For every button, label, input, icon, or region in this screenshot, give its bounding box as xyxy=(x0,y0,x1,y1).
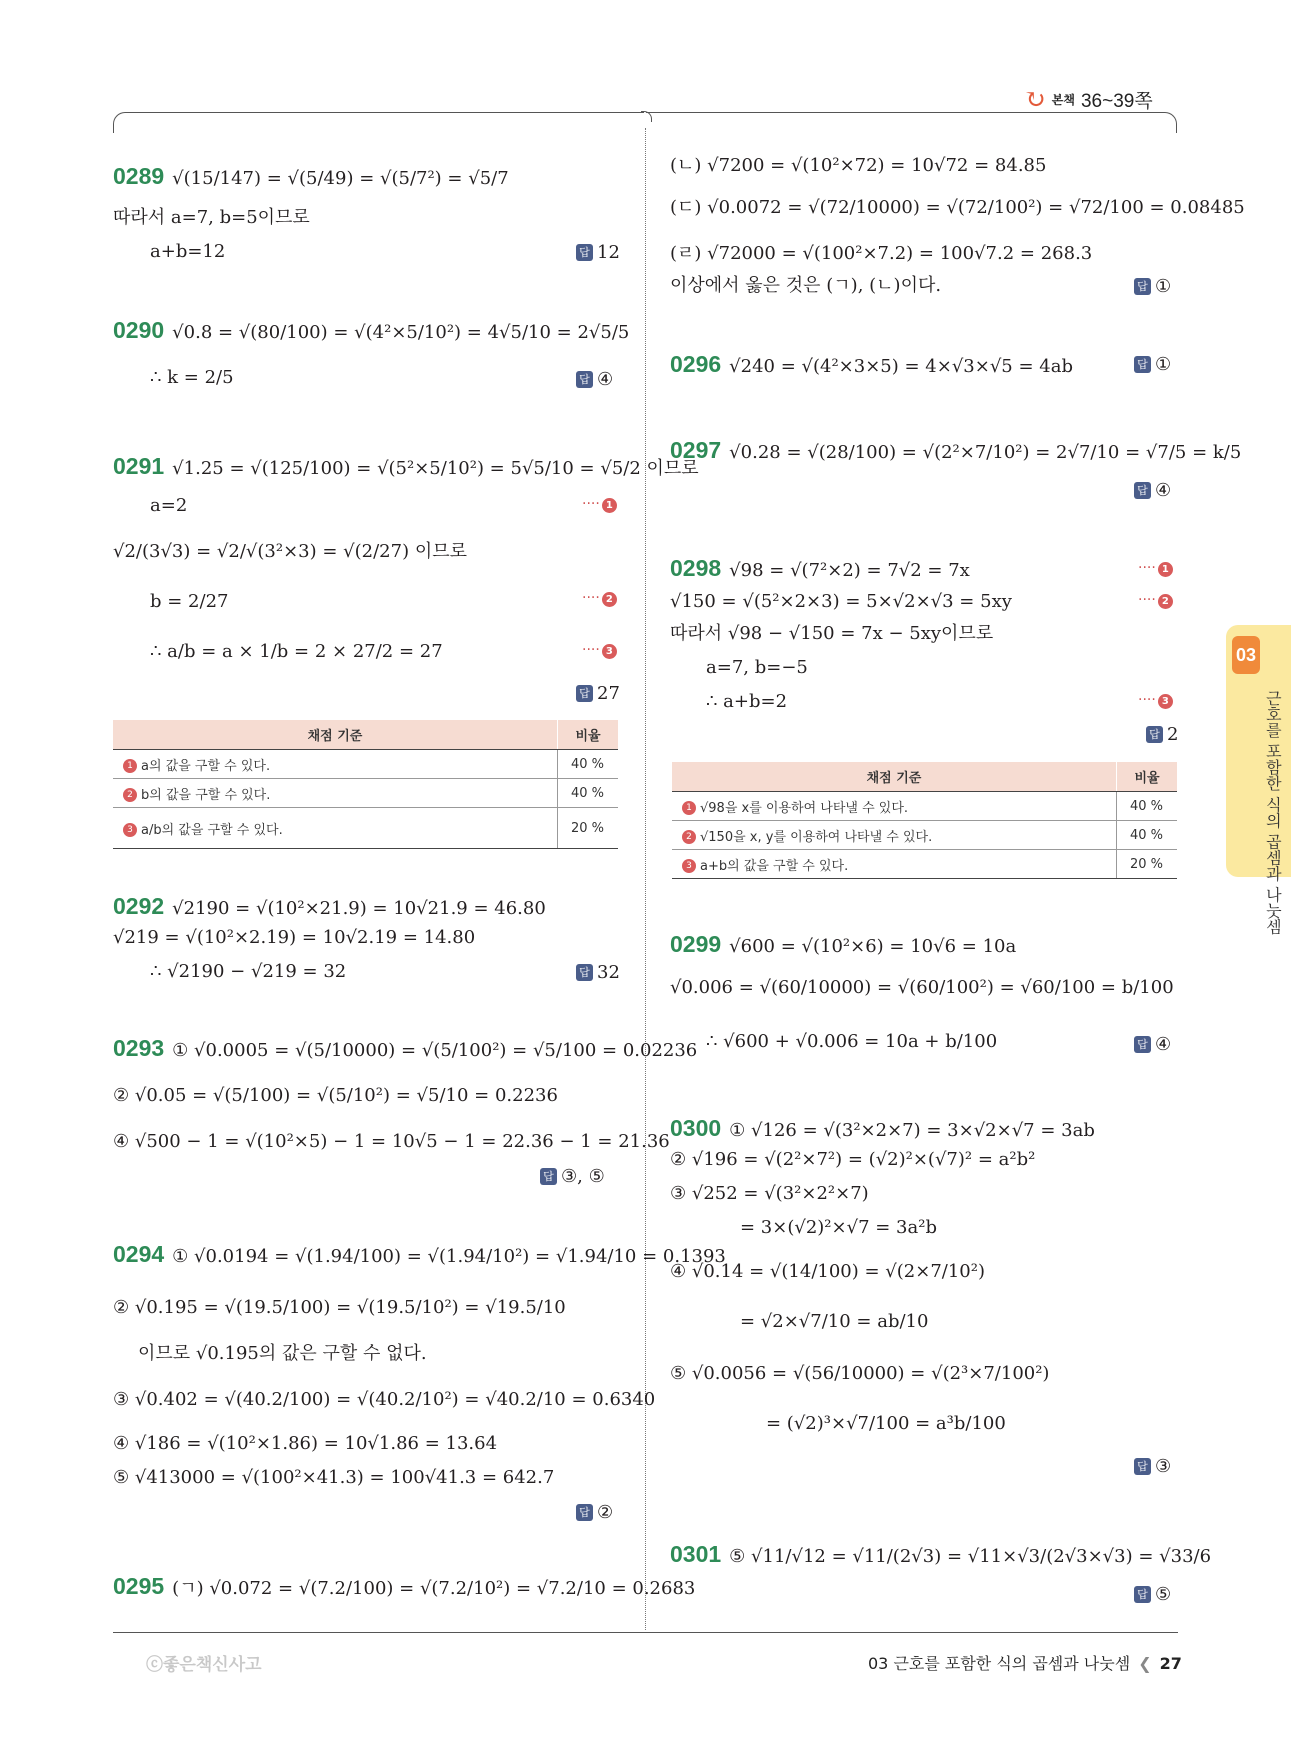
solution-line: = √2×√7/10 = ab/10 xyxy=(740,1311,929,1332)
problem-number: 0290 xyxy=(113,317,165,343)
answer-icon: 답 xyxy=(1134,1586,1151,1603)
table-row: 3 a+b의 값을 구할 수 있다. 20 % xyxy=(672,850,1177,879)
solution-line: 따라서 √98 − √150 = 7x − 5xy이므로 xyxy=(670,623,994,644)
solution-line: √240 = √(4²×3×5) = 4×√3×√5 = 4ab xyxy=(729,356,1073,377)
solution-line: ∴ a+b=2 xyxy=(706,691,788,712)
answer-icon: 답 xyxy=(576,1504,593,1521)
solution-line: ② √196 = √(2²×7²) = (√2)²×(√7)² = a²b² xyxy=(670,1149,1036,1170)
solution-line: a=7, b=−5 xyxy=(706,657,808,678)
problem-number: 0289 xyxy=(113,163,165,189)
solution-line: a+b=12 xyxy=(150,241,226,262)
problem-0300 xyxy=(670,1114,1095,1144)
solution-line: ④ √0.14 = √(14/100) = √(2×7/10²) xyxy=(670,1261,985,1282)
footer-rule xyxy=(113,1632,1178,1633)
problem-number: 0296 xyxy=(670,351,722,377)
solution-line: ④ √500 − 1 = √(10²×5) − 1 = 10√5 − 1 = 22.36 − 1 = 21.36 xyxy=(113,1131,670,1152)
solution-line: a=2 xyxy=(150,495,188,516)
answer-value: ② xyxy=(597,1502,614,1523)
problem-number: 0295 xyxy=(113,1573,165,1599)
answer-value: 32 xyxy=(597,962,620,983)
answer-icon: 답 xyxy=(1134,278,1151,295)
answer-0299 xyxy=(1134,1034,1171,1055)
book-label: 본책 xyxy=(1051,93,1075,107)
table-header: 비율 xyxy=(558,720,619,750)
table-row: 2 b의 값을 구할 수 있다. 40 % xyxy=(113,779,618,808)
answer-icon: 답 xyxy=(576,685,593,702)
solution-line: = (√2)³×√7/100 = a³b/100 xyxy=(766,1413,1006,1434)
answer-value: ③, ⑤ xyxy=(561,1166,605,1187)
answer-0295 xyxy=(1134,276,1171,297)
answer-value: ⑤ xyxy=(1155,1584,1172,1605)
solution-line: √98 = √(7²×2) = 7√2 = 7x xyxy=(729,560,970,581)
solution-line: √600 = √(10²×6) = 10√6 = 10a xyxy=(729,936,1017,957)
step-marker: ···· 1 xyxy=(582,496,617,513)
solution-line: b = 2/27 xyxy=(150,591,229,612)
answer-0293 xyxy=(540,1166,605,1187)
chapter-title: 근호를 포함한 식의 곱셈과 나눗셈 xyxy=(1263,690,1283,935)
problem-0296 xyxy=(670,350,1073,380)
solution-line: √219 = √(10²×2.19) = 10√2.19 = 14.80 xyxy=(113,927,476,948)
left-column-frame xyxy=(113,112,644,133)
solution-line: √1.25 = √(125/100) = √(5²×5/10²) = 5√5/10 = √5/2 이므로 xyxy=(172,458,699,479)
solution-line: √0.006 = √(60/10000) = √(60/100²) = √60/100 = b/100 xyxy=(670,977,1174,998)
chevron-left-icon: ❮ xyxy=(1138,1654,1152,1673)
problem-0290 xyxy=(113,316,629,346)
solution-line: (ㄱ) √0.072 = √(7.2/100) = √(7.2/10²) = √7.2/10 = 0.2683 xyxy=(172,1578,696,1599)
problem-0299 xyxy=(670,930,1016,960)
solution-line: = 3×(√2)²×√7 = 3a²b xyxy=(740,1217,937,1238)
answer-icon: 답 xyxy=(1146,726,1163,743)
answer-icon: 답 xyxy=(1134,482,1151,499)
right-column-frame xyxy=(646,112,1177,133)
table-header: 비율 xyxy=(1117,762,1178,792)
solution-line: ③ √0.402 = √(40.2/100) = √(40.2/10²) = √40.2/10 = 0.6340 xyxy=(113,1389,656,1410)
solution-line: 이상에서 옳은 것은 (ㄱ), (ㄴ)이다. xyxy=(670,275,942,296)
answer-value: ④ xyxy=(1155,1034,1172,1055)
answer-value: 12 xyxy=(597,242,620,263)
solution-line: ④ √186 = √(10²×1.86) = 10√1.86 = 13.64 xyxy=(113,1433,498,1454)
solution-line: ① √0.0005 = √(5/10000) = √(5/100²) = √5/100 = 0.02236 xyxy=(172,1040,698,1061)
page-range: 36~39쪽 xyxy=(1080,91,1153,112)
solution-line: (ㄷ) √0.0072 = √(72/10000) = √(72/100²) = √72/100 = 0.08485 xyxy=(670,197,1245,218)
solution-line: (ㄴ) √7200 = √(10²×72) = 10√72 = 84.85 xyxy=(670,155,1047,176)
chapter-number: 03 xyxy=(1232,636,1260,674)
solution-line: ① √0.0194 = √(1.94/100) = √(1.94/10²) = √1.94/10 = 0.1393 xyxy=(172,1246,726,1267)
solution-line: ∴ k = 2/5 xyxy=(150,367,234,388)
solution-line: ∴ √2190 − √219 = 32 xyxy=(150,961,347,982)
problem-number: 0298 xyxy=(670,555,722,581)
table-row: 1 a의 값을 구할 수 있다. 40 % xyxy=(113,750,618,779)
answer-icon: 답 xyxy=(576,244,593,261)
solution-line: ② √0.05 = √(5/100) = √(5/10²) = √5/10 = 0.2236 xyxy=(113,1085,558,1106)
problem-number: 0297 xyxy=(670,437,722,463)
step-marker: ···· 2 xyxy=(582,590,617,607)
table-header: 채점 기준 xyxy=(672,762,1117,792)
step-marker: ···· 3 xyxy=(1138,692,1173,709)
footer-chapter xyxy=(868,1651,1182,1674)
problem-number: 0300 xyxy=(670,1115,722,1141)
answer-value: 2 xyxy=(1167,724,1179,745)
answer-icon: 답 xyxy=(1134,1458,1151,1475)
step-marker: ···· 1 xyxy=(1138,560,1173,577)
solution-line: ② √0.195 = √(19.5/100) = √(19.5/10²) = √19.5/10 xyxy=(113,1297,566,1318)
answer-0296 xyxy=(1134,354,1171,375)
answer-icon: 답 xyxy=(1134,1036,1151,1053)
problem-0294 xyxy=(113,1240,726,1270)
problem-0297 xyxy=(670,436,1241,466)
solution-line: ⑤ √0.0056 = √(56/10000) = √(2³×7/100²) xyxy=(670,1363,1050,1384)
problem-number: 0291 xyxy=(113,453,165,479)
answer-icon: 답 xyxy=(540,1168,557,1185)
answer-value: 27 xyxy=(597,683,620,704)
answer-0300 xyxy=(1134,1456,1171,1477)
problem-0289 xyxy=(113,162,509,192)
grading-table xyxy=(672,762,1177,879)
step-marker: ···· 3 xyxy=(582,642,617,659)
solution-line: ⑤ √11/√12 = √11/(2√3) = √11×√3/(2√3×√3) = √33/6 xyxy=(729,1546,1212,1567)
page-reference xyxy=(1024,86,1153,113)
problem-number: 0293 xyxy=(113,1035,165,1061)
problem-number: 0294 xyxy=(113,1241,165,1267)
solution-line: ∴ √600 + √0.006 = 10a + b/100 xyxy=(706,1031,998,1052)
page-number: 27 xyxy=(1159,1654,1182,1673)
problem-0292 xyxy=(113,892,546,922)
problem-0293 xyxy=(113,1034,697,1064)
solution-line: √0.8 = √(80/100) = √(4²×5/10²) = 4√5/10 = 2√5/5 xyxy=(172,322,630,343)
answer-value: ④ xyxy=(1155,480,1172,501)
problem-number: 0292 xyxy=(113,893,165,919)
solution-line: 따라서 a=7, b=5이므로 xyxy=(113,207,310,228)
answer-value: ④ xyxy=(597,369,614,390)
answer-0294 xyxy=(576,1502,613,1523)
step-marker: ···· 2 xyxy=(1138,592,1173,609)
problem-number: 0299 xyxy=(670,931,722,957)
problem-0295 xyxy=(113,1572,695,1602)
problem-0298 xyxy=(670,554,970,584)
solution-line: √2/(3√3) = √2/√(3²×3) = √(2/27) 이므로 xyxy=(113,541,467,562)
answer-icon: 답 xyxy=(576,371,593,388)
answer-0298 xyxy=(1146,724,1178,745)
table-row: 2 √150을 x, y를 이용하여 나타낼 수 있다. 40 % xyxy=(672,821,1177,850)
table-header: 채점 기준 xyxy=(113,720,558,750)
solution-line: 이므로 √0.195의 값은 구할 수 없다. xyxy=(138,1343,427,1364)
answer-0290 xyxy=(576,369,613,390)
return-arrow-icon: ↻ xyxy=(1024,84,1046,115)
answer-value: ① xyxy=(1155,276,1172,297)
answer-0301 xyxy=(1134,1584,1171,1605)
answer-icon: 답 xyxy=(576,964,593,981)
answer-value: ③ xyxy=(1155,1456,1172,1477)
answer-0289 xyxy=(576,242,620,263)
solution-line: √(15/147) = √(5/49) = √(5/7²) = √5/7 xyxy=(172,168,509,189)
grading-table xyxy=(113,720,618,849)
table-row: 1 √98을 x를 이용하여 나타낼 수 있다. 40 % xyxy=(672,792,1177,821)
problem-0291 xyxy=(113,452,699,482)
answer-icon: 답 xyxy=(1134,356,1151,373)
table-row: 3 a/b의 값을 구할 수 있다. 20 % xyxy=(113,808,618,849)
solution-line: √150 = √(5²×2×3) = 5×√2×√3 = 5xy xyxy=(670,591,1012,612)
problem-number: 0301 xyxy=(670,1541,722,1567)
solution-line: (ㄹ) √72000 = √(100²×7.2) = 100√7.2 = 268.3 xyxy=(670,243,1093,264)
chapter-name: 03 근호를 포함한 식의 곱셈과 나눗셈 xyxy=(868,1654,1131,1673)
solution-line: ⑤ √413000 = √(100²×41.3) = 100√41.3 = 642.7 xyxy=(113,1467,555,1488)
answer-0292 xyxy=(576,962,620,983)
publisher-mark: ⓒ좋은책신사고 xyxy=(146,1655,262,1675)
solution-line: √2190 = √(10²×21.9) = 10√21.9 = 46.80 xyxy=(172,898,546,919)
problem-0301 xyxy=(670,1540,1211,1570)
solution-line: ③ √252 = √(3²×2²×7) xyxy=(670,1183,869,1204)
solution-line: √0.28 = √(28/100) = √(2²×7/10²) = 2√7/10 = √7/5 = k/5 xyxy=(729,442,1242,463)
answer-value: ① xyxy=(1155,354,1172,375)
answer-0297 xyxy=(1134,480,1171,501)
solution-line: ∴ a/b = a × 1/b = 2 × 27/2 = 27 xyxy=(150,641,443,662)
solution-line: ① √126 = √(3²×2×7) = 3×√2×√7 = 3ab xyxy=(729,1120,1095,1141)
answer-0291 xyxy=(576,683,620,704)
